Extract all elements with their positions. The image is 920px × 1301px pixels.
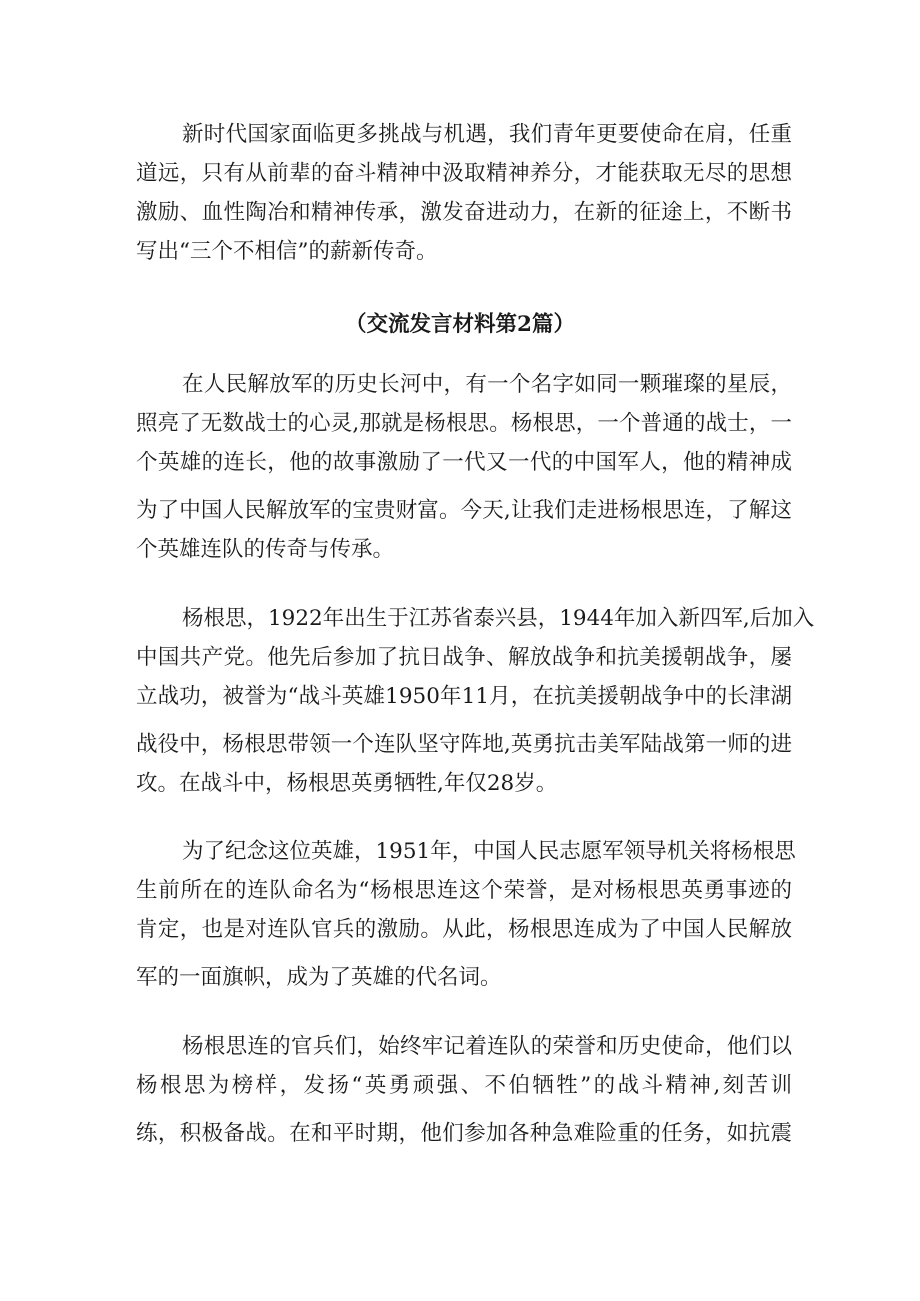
paragraph-2-line-5: 个英雄连队的传奇与传承。 [136,537,395,562]
paragraph-2-line-2: 照亮了无数战士的心灵,那就是杨根思。杨根思，一个普通的战士，一 [136,411,792,436]
paragraph-1-line-1: 新时代国家面临更多挑战与机遇，我们青年更要使命在肩，任重 [182,122,792,147]
paragraph-3-line-1: 杨根思，1922年出生于江苏省泰兴县，1944年加入新四军,后加入 [182,606,815,631]
paragraph-5-line-2: 杨根思为榜样，发扬“英勇顽强、不伯牺牲”的战斗精神,刻苦训 [136,1073,792,1098]
paragraph-5-line-3: 练，积极备战。在和平时期，他们参加各种急难险重的任务，如抗震 [136,1121,792,1146]
paragraph-2-line-4: 为了中国人民解放军的宝贵财富。今天,让我们走进杨根思连，了解这 [136,498,792,523]
paragraph-3-line-5: 攻。在战斗中，杨根思英勇牺牲,年仅28岁。 [136,771,558,796]
paragraph-1-line-2: 道远，只有从前辈的奋斗精神中汲取精神养分，才能获取无尽的思想 [136,161,792,186]
paragraph-4-line-2: 生前所在的连队命名为“杨根思连这个荣誉，是对杨根思英勇事迹的 [136,878,792,903]
paragraph-3-line-2: 中国共产党。他先后参加了抗日战争、解放战争和抗美援朝战争，屡 [136,645,792,670]
paragraph-4-line-1: 为了纪念这位英雄，1951年，中国人民志愿军领导机关将杨根思 [182,839,796,864]
paragraph-2-line-1: 在人民解放军的历史长河中，有一个名字如同一颗璀璨的星辰， [182,372,792,397]
paragraph-1-line-4: 写出“三个不相信”的薪新传奇。 [136,239,438,264]
paragraph-1-line-3: 激励、血性陶冶和精神传承，激发奋进动力，在新的征途上，不断书 [136,200,792,225]
paragraph-3-line-3: 立战功，被誉为“战斗英雄1950年11月，在抗美援朝战争中的长津湖 [136,684,792,709]
section-heading: （交流发言材料第2篇） [345,312,575,337]
paragraph-4-line-4: 军的一面旗帜，成为了英雄的代名词。 [136,965,502,990]
paragraph-2-line-3: 个英雄的连长，他的故事激励了一代又一代的中国军人，他的精神成 [136,450,792,475]
paragraph-4-line-3: 肯定，也是对连队官兵的激励。从此，杨根思连成为了中国人民解放 [136,917,792,942]
paragraph-3-line-4: 战役中，杨根思带领一个连队坚守阵地,英勇抗击美军陆战第一师的进 [136,732,792,757]
paragraph-5-line-1: 杨根思连的官兵们，始终牢记着连队的荣誉和历史使命，他们以 [182,1034,792,1059]
